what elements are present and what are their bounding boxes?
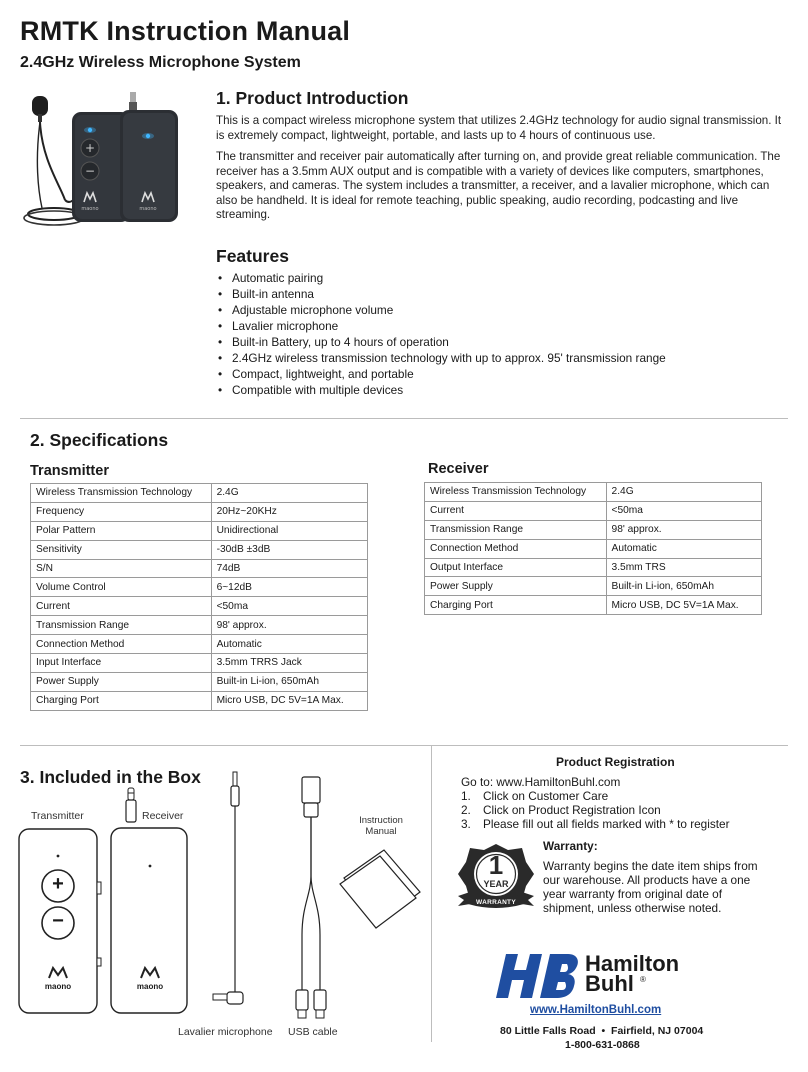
table-row xyxy=(31,635,368,654)
spec-name-cell: Polar Pattern xyxy=(31,521,212,540)
lavalier-label: Lavalier microphone xyxy=(178,1026,273,1038)
badge-ribbon: WARRANTY xyxy=(476,899,516,906)
spec-name-cell: Wireless Transmission Technology xyxy=(31,484,212,503)
features-heading: Features xyxy=(216,246,289,266)
table-row xyxy=(425,577,762,596)
registration-step xyxy=(461,789,791,803)
specs-heading: 2. Specifications xyxy=(30,430,169,450)
table-row xyxy=(425,520,762,539)
table-row xyxy=(31,597,368,616)
hb-logo-mark-icon xyxy=(492,950,582,1000)
svg-text:maono: maono xyxy=(81,206,99,212)
lavalier-drawing xyxy=(205,770,265,1020)
spec-name-cell: Charging Port xyxy=(31,691,212,710)
feature-item: • 2.4GHz wireless transmission technology with up to approx. 95' transmission range xyxy=(216,350,788,366)
table-row xyxy=(31,521,368,540)
spec-value-cell: Micro USB, DC 5V=1A Max. xyxy=(606,596,761,615)
intro-paragraph-2: The transmitter and receiver pair automatically after turning on, and provide great reliable communication. The receiver has a 3.5mm AUX output and is compatible with a variety of devices like computers, smartphones, speakers, and cameras. The system includes a transmitter, a receiver, and a lavalier microphone, which can also be handheld. It is ideal for remote teaching, public speaking, audio recording, podcasting and live streaming. xyxy=(216,150,781,222)
spec-value-cell: Unidirectional xyxy=(211,521,367,540)
spec-name-cell: Power Supply xyxy=(31,672,212,691)
table-row xyxy=(31,559,368,578)
hb-logo-line1: Hamilton xyxy=(585,951,680,976)
step-text: Click on Product Registration Icon xyxy=(483,803,661,817)
registration-heading: Product Registration xyxy=(556,755,675,769)
spec-value-cell: Automatic xyxy=(211,635,367,654)
svg-text:maono: maono xyxy=(139,206,157,212)
table-row xyxy=(31,484,368,503)
box-heading: 3. Included in the Box xyxy=(20,767,201,787)
plus-glyph: + xyxy=(52,873,64,895)
spec-value-cell: Micro USB, DC 5V=1A Max. xyxy=(211,691,367,710)
receiver-spec-table xyxy=(424,482,762,615)
spec-name-cell: Transmission Range xyxy=(31,616,212,635)
table-row xyxy=(31,654,368,673)
step-number: 3. xyxy=(461,817,471,831)
table-row xyxy=(31,502,368,521)
spec-value-cell: <50ma xyxy=(606,501,761,520)
transmitter-table-title: Transmitter xyxy=(30,463,109,479)
divider xyxy=(20,745,788,746)
table-row xyxy=(31,540,368,559)
spec-name-cell: Input Interface xyxy=(31,654,212,673)
spec-name-cell: Charging Port xyxy=(425,596,607,615)
page-subtitle: 2.4GHz Wireless Microphone System xyxy=(20,54,301,71)
usb-label: USB cable xyxy=(288,1026,338,1038)
receiver-brand: maono xyxy=(136,982,164,991)
table-row xyxy=(425,596,762,615)
spec-value-cell: 98' approx. xyxy=(211,616,367,635)
features-list xyxy=(216,270,788,398)
spec-value-cell: 6~12dB xyxy=(211,578,367,597)
step-number: 2. xyxy=(461,803,471,817)
feature-item: • Compact, lightweight, and portable xyxy=(216,366,788,382)
spec-value-cell: Automatic xyxy=(606,539,761,558)
manual-label: Instruction Manual xyxy=(359,815,403,837)
step-text: Please fill out all fields marked with * to register xyxy=(483,817,730,831)
spec-value-cell: Built-in Li-ion, 650mAh xyxy=(211,672,367,691)
spec-value-cell: Built-in Li-ion, 650mAh xyxy=(606,577,761,596)
company-phone: 1-800-631-0868 xyxy=(565,1039,640,1051)
transmitter-brand: maono xyxy=(44,982,72,991)
spec-value-cell: -30dB ±3dB xyxy=(211,540,367,559)
transmitter-label: Transmitter xyxy=(31,810,84,822)
intro-heading: 1. Product Introduction xyxy=(216,88,409,108)
spec-name-cell: Current xyxy=(31,597,212,616)
spec-value-cell: 3.5mm TRRS Jack xyxy=(211,654,367,673)
spec-name-cell: Sensitivity xyxy=(31,540,212,559)
warranty-heading: Warranty: xyxy=(543,839,598,853)
feature-item: • Lavalier microphone xyxy=(216,318,788,334)
warranty-text: Warranty begins the date item ships from our warehouse. All products have a one year warranty from original date of shipment, unless otherwise noted. xyxy=(543,859,758,915)
spec-value-cell: 98' approx. xyxy=(606,520,761,539)
table-row xyxy=(31,691,368,710)
spec-value-cell: 2.4G xyxy=(211,484,367,503)
badge-number: 1 xyxy=(488,850,504,880)
intro-paragraph-1: This is a compact wireless microphone system that utilizes 2.4GHz technology for audio signal transmission. It is extremely compact, lightweight, portable, and lasts up to 4 hours of continuous use. xyxy=(216,114,782,142)
spec-value-cell: 74dB xyxy=(211,559,367,578)
feature-item: • Automatic pairing xyxy=(216,270,788,286)
hb-logo-line2: Buhl xyxy=(585,971,634,996)
registration-block xyxy=(461,775,791,831)
divider xyxy=(20,418,788,419)
spec-name-cell: Power Supply xyxy=(425,577,607,596)
spec-name-cell: Connection Method xyxy=(425,539,607,558)
company-url-link[interactable]: www.HamiltonBuhl.com xyxy=(530,1004,662,1016)
spec-value-cell: <50ma xyxy=(211,597,367,616)
manual-drawing xyxy=(336,840,426,930)
receiver-table-title: Receiver xyxy=(428,461,489,477)
svg-text:−: − xyxy=(84,164,96,178)
spec-name-cell: Volume Control xyxy=(31,578,212,597)
spec-name-cell: Connection Method xyxy=(31,635,212,654)
table-row xyxy=(425,501,762,520)
svg-text:+: + xyxy=(84,141,96,155)
badge-year: YEAR xyxy=(483,879,509,889)
step-text: Click on Customer Care xyxy=(483,789,609,803)
registration-goto: Go to: www.HamiltonBuhl.com xyxy=(461,775,621,789)
hb-registered-mark: ® xyxy=(640,975,646,984)
lavalier-mic-head xyxy=(32,96,48,116)
registration-steps xyxy=(461,789,791,831)
table-row xyxy=(425,558,762,577)
table-row xyxy=(31,672,368,691)
spec-name-cell: S/N xyxy=(31,559,212,578)
registration-step xyxy=(461,817,791,831)
product-photo xyxy=(20,90,200,240)
feature-item: • Compatible with multiple devices xyxy=(216,382,788,398)
transmitter-spec-table xyxy=(30,483,368,711)
table-row xyxy=(31,616,368,635)
feature-item: • Built-in antenna xyxy=(216,286,788,302)
step-number: 1. xyxy=(461,789,471,803)
minus-glyph: − xyxy=(52,910,64,932)
feature-item: • Built-in Battery, up to 4 hours of operation xyxy=(216,334,788,350)
receiver-label: Receiver xyxy=(142,810,184,822)
spec-name-cell: Output Interface xyxy=(425,558,607,577)
registration-step xyxy=(461,803,791,817)
vertical-divider xyxy=(431,746,432,1042)
feature-item: • Adjustable microphone volume xyxy=(216,302,788,318)
spec-value-cell: 20Hz~20KHz xyxy=(211,502,367,521)
receiver-drawing xyxy=(110,788,190,1014)
spec-value-cell: 2.4G xyxy=(606,483,761,502)
page-title: RMTK Instruction Manual xyxy=(20,16,351,46)
table-row xyxy=(425,539,762,558)
spec-name-cell: Current xyxy=(425,501,607,520)
spec-name-cell: Transmission Range xyxy=(425,520,607,539)
usb-cable-drawing xyxy=(290,775,340,1025)
table-row xyxy=(425,483,762,502)
table-row xyxy=(31,578,368,597)
company-address: 80 Little Falls Road • Fairfield, NJ 07004 xyxy=(500,1025,704,1037)
receiver-photo xyxy=(120,92,178,222)
spec-name-cell: Frequency xyxy=(31,502,212,521)
spec-value-cell: 3.5mm TRS xyxy=(606,558,761,577)
spec-name-cell: Wireless Transmission Technology xyxy=(425,483,607,502)
